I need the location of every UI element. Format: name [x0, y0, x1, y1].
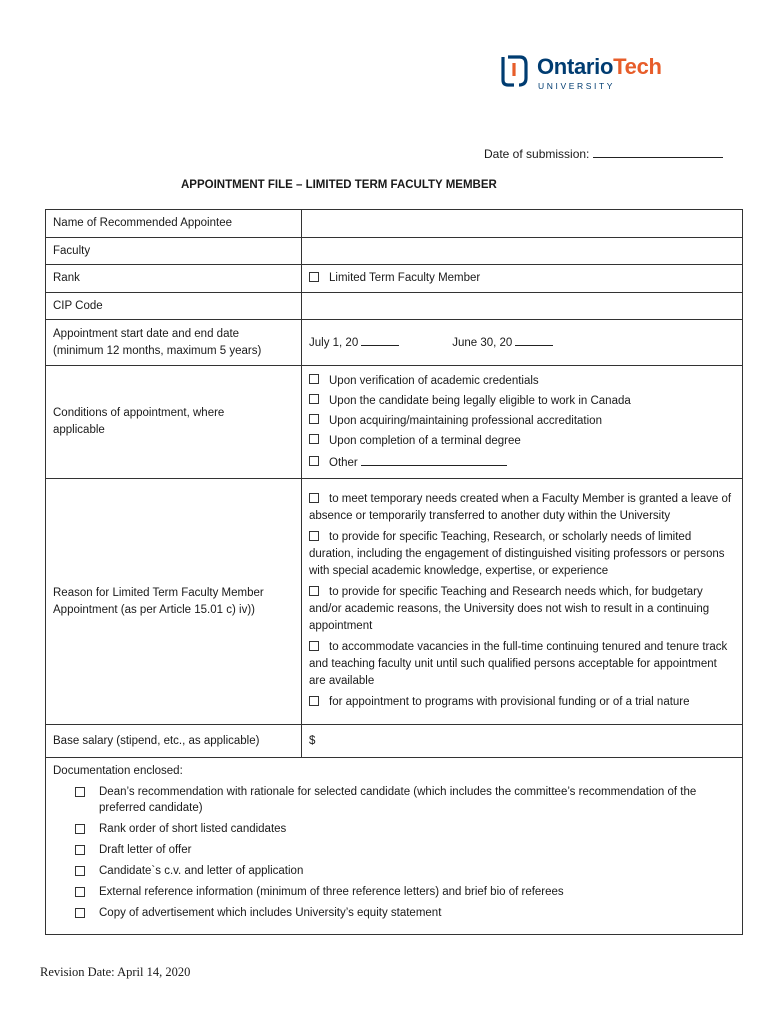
- condition-checkbox[interactable]: [309, 456, 319, 466]
- cip-label: CIP Code: [46, 293, 302, 320]
- faculty-field[interactable]: [302, 238, 743, 265]
- revision-date: Revision Date: April 14, 2020: [40, 965, 191, 979]
- rank-field: [302, 265, 743, 293]
- reason-text: for appointment to programs with provisional funding or of a trial nature: [329, 696, 690, 708]
- start-date-label: July 1, 20: [309, 337, 359, 349]
- condition-option: [309, 393, 735, 410]
- conditions-field: [302, 366, 743, 479]
- conditions-label: [46, 366, 302, 479]
- condition-checkbox[interactable]: [309, 434, 319, 444]
- reason-checkbox[interactable]: [309, 586, 319, 596]
- reason-option: [309, 491, 735, 525]
- ontario-tech-logo: [500, 52, 670, 96]
- dates-label: [46, 320, 302, 366]
- dates-field: [302, 320, 743, 366]
- reason-option: [309, 639, 735, 690]
- end-year-field[interactable]: [515, 333, 553, 346]
- row-cip: [46, 293, 743, 320]
- condition-text: Upon verification of academic credentials: [329, 374, 539, 387]
- conditions-label-line2: applicable: [53, 424, 105, 436]
- cip-field[interactable]: [302, 293, 743, 320]
- doc-item: [75, 821, 735, 837]
- reason-text: to provide for specific Teaching and Research needs which, for budgetary and/or academic reasons, the University does not wish to result in a continuing appointment: [309, 586, 710, 632]
- row-appointee: [46, 210, 743, 238]
- doc-text: Dean’s recommendation with rationale for selected candidate (which includes the committee’s recommendation of the preferred candidate): [99, 786, 697, 814]
- logo-wordmark: [537, 54, 662, 80]
- row-dates: [46, 320, 743, 366]
- reason-checkbox[interactable]: [309, 493, 319, 503]
- condition-text: Other: [329, 456, 358, 469]
- logo-mark-icon: [500, 54, 530, 88]
- rank-label: Rank: [46, 265, 302, 293]
- rank-checkbox[interactable]: [309, 272, 319, 282]
- row-documentation: [46, 758, 743, 935]
- start-year-field[interactable]: [361, 333, 399, 346]
- start-date: [309, 333, 449, 352]
- conditions-label-line1: Conditions of appointment, where: [53, 407, 225, 419]
- dates-label-line1: Appointment start date and end date: [53, 327, 240, 340]
- reason-option: [309, 529, 735, 580]
- doc-checkbox[interactable]: [75, 866, 85, 876]
- doc-checkbox[interactable]: [75, 787, 85, 797]
- condition-text: Upon completion of a terminal degree: [329, 434, 521, 447]
- reason-option: [309, 584, 735, 635]
- row-reason: [46, 479, 743, 725]
- doc-text: Copy of advertisement which includes University’s equity statement: [99, 907, 442, 919]
- condition-checkbox[interactable]: [309, 374, 319, 384]
- form-title: APPOINTMENT FILE – LIMITED TERM FACULTY MEMBER: [181, 179, 497, 191]
- doc-checkbox[interactable]: [75, 908, 85, 918]
- condition-text: Upon the candidate being legally eligible to work in Canada: [329, 394, 631, 407]
- appointment-table: [45, 209, 743, 935]
- condition-text: Upon acquiring/maintaining professional accreditation: [329, 414, 602, 427]
- appointee-field[interactable]: [302, 210, 743, 238]
- faculty-label: Faculty: [46, 238, 302, 265]
- condition-checkbox[interactable]: [309, 414, 319, 424]
- logo-subtitle: UNIVERSITY: [538, 81, 616, 91]
- reason-label-line2: Appointment (as per Article 15.01 c) iv)): [53, 603, 255, 616]
- row-rank: [46, 265, 743, 293]
- doc-item: [75, 863, 735, 879]
- documentation-label: Documentation enclosed:: [53, 765, 183, 777]
- reason-label: [46, 479, 302, 725]
- reason-text: to meet temporary needs created when a Faculty Member is granted a leave of absence or temporarily transferred to another duty within the University: [309, 493, 732, 522]
- submission-date: [484, 145, 723, 161]
- doc-checkbox[interactable]: [75, 887, 85, 897]
- dates-label-line2: (minimum 12 months, maximum 5 years): [53, 344, 262, 357]
- documentation-section: [46, 758, 743, 935]
- other-condition-field[interactable]: [361, 453, 507, 466]
- row-faculty: [46, 238, 743, 265]
- logo-name-tech: Tech: [613, 54, 662, 79]
- condition-option: [309, 453, 735, 472]
- salary-field[interactable]: $: [302, 725, 743, 758]
- reason-checkbox[interactable]: [309, 696, 319, 706]
- reason-label-line1: Reason for Limited Term Faculty Member: [53, 586, 264, 599]
- submission-date-field[interactable]: [593, 145, 723, 158]
- logo-name-ontario: Ontario: [537, 54, 614, 79]
- reason-text: to provide for specific Teaching, Research, or scholarly needs of limited duration, including the engagement of distinguished visiting professors or persons with special academic knowledge, expertise, or experience: [309, 531, 725, 577]
- condition-option: [309, 373, 735, 390]
- doc-checkbox[interactable]: [75, 824, 85, 834]
- row-salary: [46, 725, 743, 758]
- row-conditions: [46, 366, 743, 479]
- rank-option: Limited Term Faculty Member: [329, 272, 481, 284]
- doc-item: [75, 842, 735, 858]
- reason-option: [309, 694, 735, 711]
- doc-text: Rank order of short listed candidates: [99, 823, 287, 835]
- reason-field: [302, 479, 743, 725]
- condition-option: [309, 413, 735, 430]
- salary-label: Base salary (stipend, etc., as applicable): [46, 725, 302, 758]
- condition-option: [309, 433, 735, 450]
- doc-checkbox[interactable]: [75, 845, 85, 855]
- reason-checkbox[interactable]: [309, 531, 319, 541]
- doc-item: [75, 905, 735, 921]
- end-date: [452, 337, 553, 349]
- doc-text: External reference information (minimum of three reference letters) and brief bio of referees: [99, 886, 564, 898]
- doc-item: [75, 884, 735, 900]
- appointee-label: Name of Recommended Appointee: [46, 210, 302, 238]
- doc-text: Draft letter of offer: [99, 844, 192, 856]
- doc-item: [75, 784, 735, 816]
- condition-checkbox[interactable]: [309, 394, 319, 404]
- submission-label: Date of submission:: [484, 147, 590, 161]
- doc-text: Candidate`s c.v. and letter of application: [99, 865, 304, 877]
- reason-text: to accommodate vacancies in the full-time continuing tenured and tenure track and teaching faculty unit until such qualified persons acceptable for appointment are available: [309, 641, 728, 687]
- end-date-label: June 30, 20: [452, 337, 513, 349]
- reason-checkbox[interactable]: [309, 641, 319, 651]
